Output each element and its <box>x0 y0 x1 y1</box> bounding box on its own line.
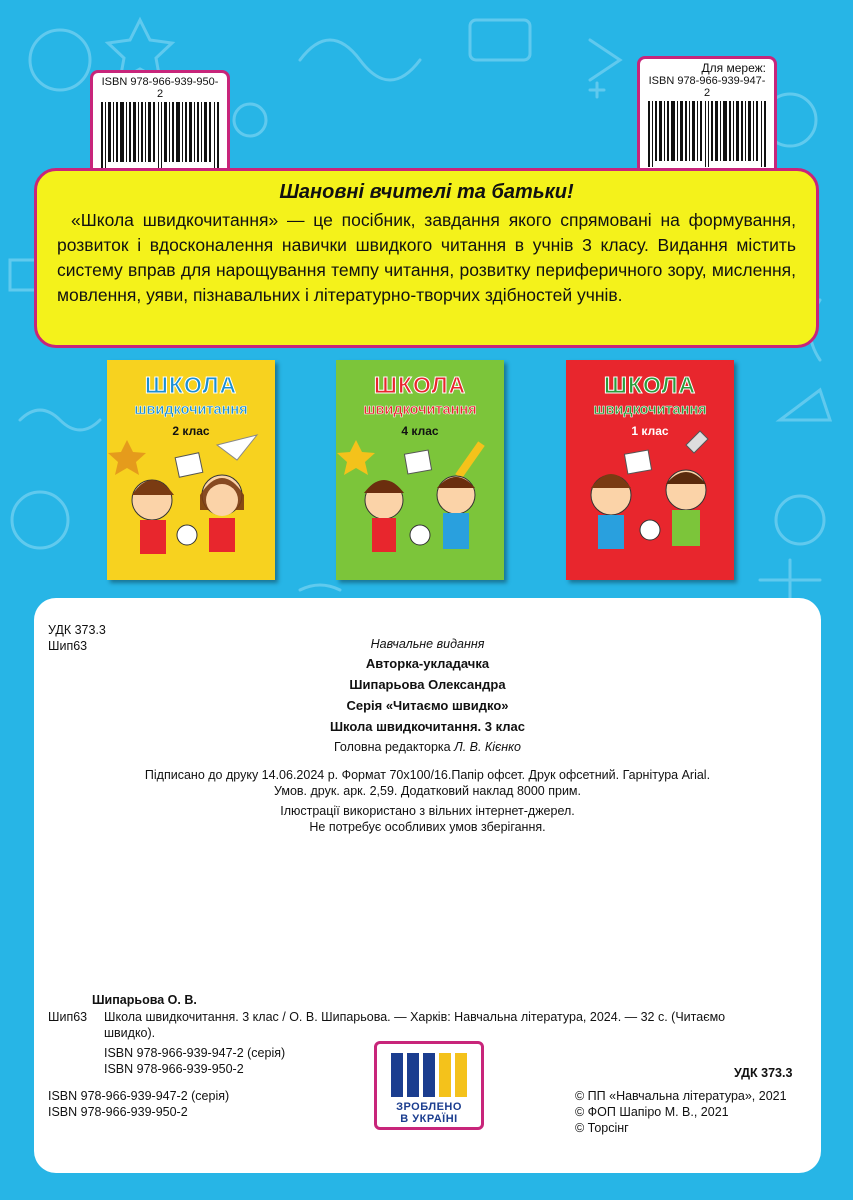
barcode-bars-icon <box>648 101 766 167</box>
biblio-line-2: швидко). <box>104 1026 156 1040</box>
biblio-isbn-series: ISBN 978-966-939-947-2 (серія) <box>104 1046 286 1060</box>
illustrations-note: Ілюстрації використано з вільних інтернет-джерел. <box>280 804 575 818</box>
book-cover-grade-4 <box>336 360 504 580</box>
barcode-right-isbn: ISBN 978-966-939-947-2 <box>648 75 766 99</box>
print-details-2: Умов. друк. арк. 2,59. Додатковий наклад 8000 прим. <box>273 784 582 798</box>
book-title-imprint: Школа швидкочитання. 3 клас <box>329 719 525 734</box>
author-code: Шип63 <box>48 639 88 653</box>
notice-title: Шановні вчителі та батьки! <box>279 181 574 203</box>
udk-code: УДК 373.3 <box>48 623 106 637</box>
barcode-left-isbn: ISBN 978-966-939-950-2 <box>101 76 219 100</box>
barcode-left <box>90 70 230 184</box>
barcode-right-label: Для мереж: <box>701 61 766 75</box>
book-grade: 1 клас <box>631 424 669 438</box>
ukraine-stripes-icon <box>391 1053 469 1097</box>
book-grade: 2 клас <box>172 424 210 438</box>
editor-line <box>34 739 821 755</box>
made-in-ukraine-line-2: В УКРАЇНІ <box>400 1113 458 1125</box>
book-title: ШКОЛА <box>144 372 238 398</box>
book-title: ШКОЛА <box>603 372 697 398</box>
made-in-ukraine-text <box>377 1101 481 1125</box>
book-grade: 4 клас <box>401 424 439 438</box>
book-subtitle: швидкочитання <box>363 402 477 418</box>
edition-type: Навчальне видання <box>370 637 485 651</box>
made-in-ukraine-line-1: ЗРОБЛЕНО <box>396 1101 462 1113</box>
editor-name: Л. В. Кієнко <box>454 740 521 754</box>
copyright-2: © ФОП Шапіро М. В., 2021 <box>575 1105 729 1119</box>
notice-body: «Школа швидкочитання» — це посібник, завдання якого спрямовані на формування, розвиток і вдосконалення навички швидкого читання в учнів 3 класу. Видання містить систему вправ для нарощування темпу читання, розвитку периферичного зору, мислення, мовлення, уяви, пізнавальних і літературно-творчих здібностей учнів. <box>57 210 796 305</box>
author-name: Шипарьова Олександра <box>349 677 506 692</box>
biblio-author: Шипарьова О. В. <box>92 993 197 1007</box>
author-role: Авторка-укладачка <box>365 656 490 671</box>
biblio-isbn: ISBN 978-966-939-950-2 <box>104 1062 244 1076</box>
isbn-series-bottom: ISBN 978-966-939-947-2 (серія) <box>48 1089 230 1103</box>
isbn-bottom: ISBN 978-966-939-950-2 <box>48 1105 188 1119</box>
print-details-1: Підписано до друку 14.06.2024 р. Формат 70х100/16.Папір офсет. Друк офсетний. Гарнітура Arial. <box>144 768 711 782</box>
storage-note: Не потребує особливих умов зберігання. <box>309 820 546 834</box>
book-title: ШКОЛА <box>373 372 467 398</box>
book-cover-grade-1 <box>566 360 734 580</box>
barcode-right <box>637 56 777 184</box>
book-subtitle: швидкочитання <box>593 402 707 418</box>
biblio-code: Шип63 <box>48 1010 88 1024</box>
copyright-1: © ПП «Навчальна література», 2021 <box>575 1089 787 1103</box>
book-subtitle: швидкочитання <box>134 402 248 418</box>
udk-code-bottom: УДК 373.3 <box>734 1066 793 1080</box>
notice-panel <box>34 168 819 348</box>
editor-label: Головна редакторка <box>334 740 451 754</box>
imprint-panel <box>34 598 821 1173</box>
barcode-bars-icon <box>101 102 219 168</box>
biblio-line-1: Школа швидкочитання. 3 клас / О. В. Шипарьова. — Харків: Навчальна література, 2024. — 32 с. (Читаємо <box>104 1010 726 1024</box>
made-in-ukraine-badge <box>374 1041 484 1130</box>
book-cover-grade-2 <box>107 360 275 580</box>
series-name: Серія «Читаємо швидко» <box>346 698 509 713</box>
copyright-3: © Торсінг <box>575 1121 629 1135</box>
